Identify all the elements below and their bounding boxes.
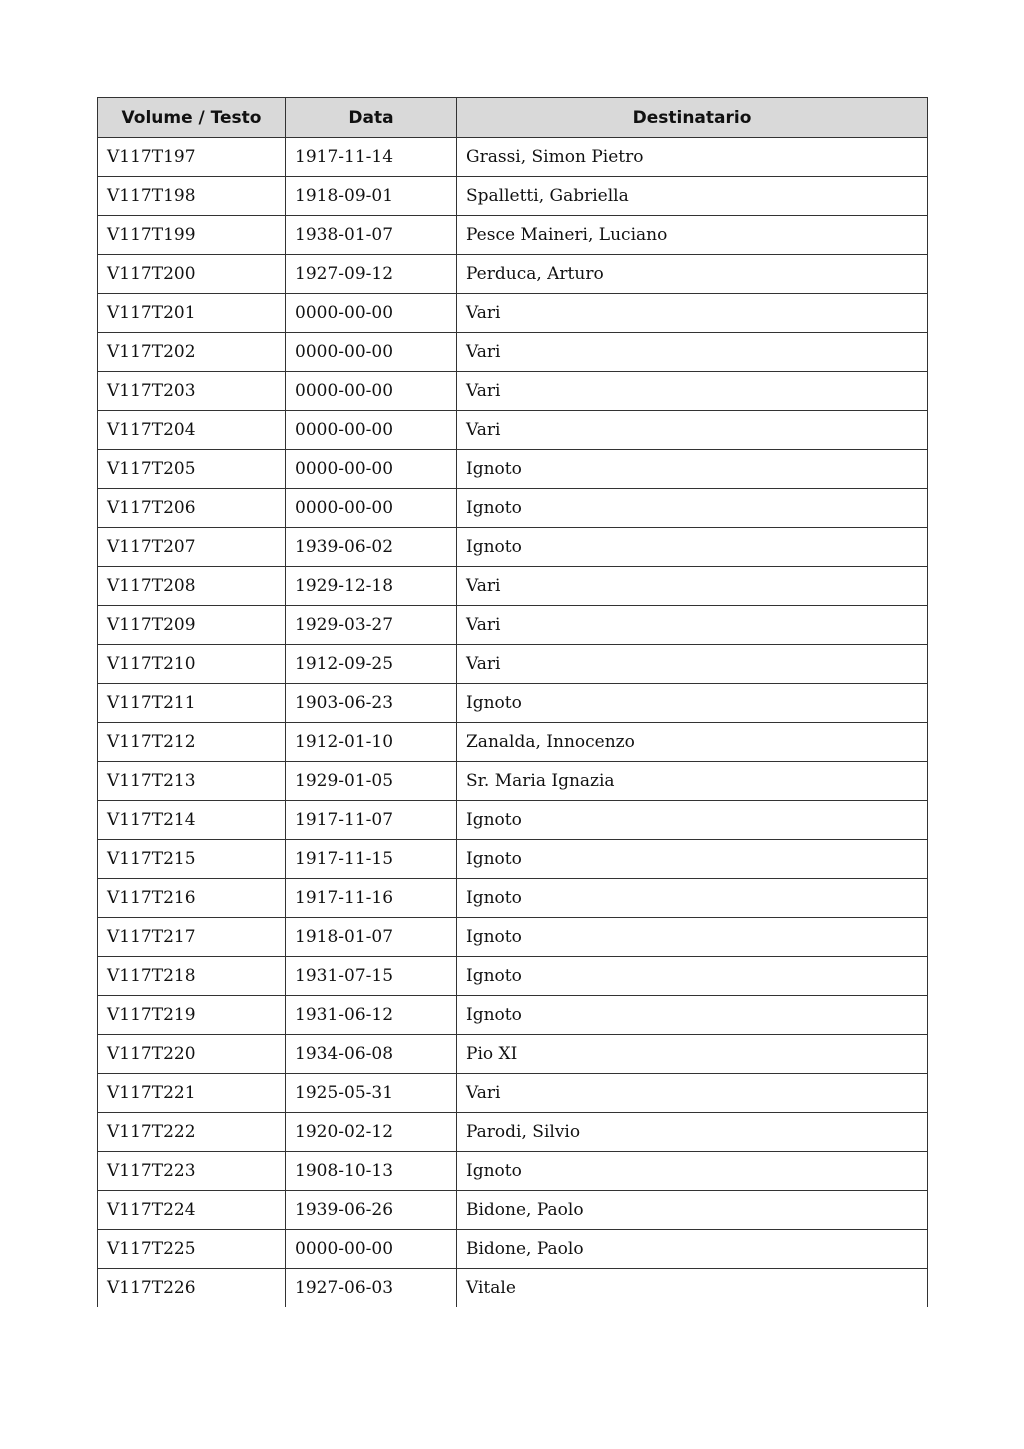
table-row: [98, 762, 928, 801]
table-row: [98, 1113, 928, 1152]
cell-volume-testo: V117T203: [98, 372, 286, 411]
cell-volume-testo: V117T218: [98, 957, 286, 996]
cell-destinatario: Vari: [457, 333, 928, 372]
table-row: [98, 450, 928, 489]
table-row: [98, 294, 928, 333]
table-row: [98, 138, 928, 177]
table-row: [98, 528, 928, 567]
cell-volume-testo: V117T200: [98, 255, 286, 294]
cell-data: 1938-01-07: [286, 216, 457, 255]
cell-volume-testo: V117T201: [98, 294, 286, 333]
cell-volume-testo: V117T202: [98, 333, 286, 372]
cell-data: 1931-06-12: [286, 996, 457, 1035]
cell-destinatario: Sr. Maria Ignazia: [457, 762, 928, 801]
cell-destinatario: Vari: [457, 1074, 928, 1113]
cell-data: 1917-11-15: [286, 840, 457, 879]
table-row: [98, 1152, 928, 1191]
cell-volume-testo: V117T215: [98, 840, 286, 879]
cell-data: 1934-06-08: [286, 1035, 457, 1074]
cell-data: 0000-00-00: [286, 294, 457, 333]
cell-volume-testo: V117T198: [98, 177, 286, 216]
table-row: [98, 606, 928, 645]
cell-destinatario: Grassi, Simon Pietro: [457, 138, 928, 177]
cell-destinatario: Pesce Maineri, Luciano: [457, 216, 928, 255]
cell-volume-testo: V117T223: [98, 1152, 286, 1191]
column-header-volume-testo: Volume / Testo: [98, 98, 286, 138]
cell-volume-testo: V117T220: [98, 1035, 286, 1074]
cell-data: 0000-00-00: [286, 1230, 457, 1269]
table-row: [98, 255, 928, 294]
cell-destinatario: Ignoto: [457, 684, 928, 723]
cell-volume-testo: V117T205: [98, 450, 286, 489]
cell-data: 1939-06-26: [286, 1191, 457, 1230]
cell-destinatario: Ignoto: [457, 450, 928, 489]
table-row: [98, 801, 928, 840]
table-row: [98, 372, 928, 411]
cell-destinatario: Ignoto: [457, 996, 928, 1035]
cell-data: 0000-00-00: [286, 450, 457, 489]
cell-destinatario: Spalletti, Gabriella: [457, 177, 928, 216]
cell-data: 1920-02-12: [286, 1113, 457, 1152]
cell-volume-testo: V117T224: [98, 1191, 286, 1230]
cell-volume-testo: V117T210: [98, 645, 286, 684]
cell-destinatario: Ignoto: [457, 957, 928, 996]
cell-destinatario: Ignoto: [457, 879, 928, 918]
table-row: [98, 333, 928, 372]
cell-data: 1918-01-07: [286, 918, 457, 957]
table-row: [98, 645, 928, 684]
table-row: [98, 684, 928, 723]
cell-volume-testo: V117T208: [98, 567, 286, 606]
cell-volume-testo: V117T217: [98, 918, 286, 957]
cell-destinatario: Zanalda, Innocenzo: [457, 723, 928, 762]
cell-volume-testo: V117T219: [98, 996, 286, 1035]
cell-destinatario: Vari: [457, 411, 928, 450]
cell-data: 0000-00-00: [286, 411, 457, 450]
cell-volume-testo: V117T222: [98, 1113, 286, 1152]
cell-destinatario: Vari: [457, 372, 928, 411]
table-row: [98, 996, 928, 1035]
cell-destinatario: Perduca, Arturo: [457, 255, 928, 294]
table-row: [98, 723, 928, 762]
cell-data: 0000-00-00: [286, 489, 457, 528]
cell-volume-testo: V117T209: [98, 606, 286, 645]
cell-volume-testo: V117T206: [98, 489, 286, 528]
table-header: [98, 98, 928, 138]
cell-data: 0000-00-00: [286, 372, 457, 411]
letters-table: [97, 97, 928, 1307]
cell-volume-testo: V117T207: [98, 528, 286, 567]
cell-destinatario: Ignoto: [457, 489, 928, 528]
cell-data: 1903-06-23: [286, 684, 457, 723]
cell-destinatario: Parodi, Silvio: [457, 1113, 928, 1152]
cell-data: 1912-09-25: [286, 645, 457, 684]
cell-data: 1929-03-27: [286, 606, 457, 645]
cell-data: 1927-06-03: [286, 1269, 457, 1308]
cell-destinatario: Ignoto: [457, 801, 928, 840]
header-row: [98, 98, 928, 138]
table-row: [98, 177, 928, 216]
table-row: [98, 411, 928, 450]
cell-data: 1917-11-07: [286, 801, 457, 840]
table-row: [98, 567, 928, 606]
cell-volume-testo: V117T212: [98, 723, 286, 762]
table-row: [98, 879, 928, 918]
table-row: [98, 216, 928, 255]
cell-data: 1929-01-05: [286, 762, 457, 801]
table-row: [98, 918, 928, 957]
cell-destinatario: Bidone, Paolo: [457, 1191, 928, 1230]
table-row: [98, 957, 928, 996]
cell-data: 1929-12-18: [286, 567, 457, 606]
table-row: [98, 489, 928, 528]
cell-data: 1925-05-31: [286, 1074, 457, 1113]
cell-volume-testo: V117T214: [98, 801, 286, 840]
cell-data: 1931-07-15: [286, 957, 457, 996]
table-row: [98, 1269, 928, 1308]
table-row: [98, 1191, 928, 1230]
cell-volume-testo: V117T211: [98, 684, 286, 723]
column-header-destinatario: Destinatario: [457, 98, 928, 138]
cell-volume-testo: V117T213: [98, 762, 286, 801]
cell-volume-testo: V117T226: [98, 1269, 286, 1308]
cell-data: 1939-06-02: [286, 528, 457, 567]
cell-destinatario: Vari: [457, 606, 928, 645]
cell-volume-testo: V117T221: [98, 1074, 286, 1113]
cell-volume-testo: V117T197: [98, 138, 286, 177]
table-row: [98, 1035, 928, 1074]
cell-destinatario: Ignoto: [457, 528, 928, 567]
cell-destinatario: Pio XI: [457, 1035, 928, 1074]
table-row: [98, 1230, 928, 1269]
cell-destinatario: Ignoto: [457, 1152, 928, 1191]
cell-data: 0000-00-00: [286, 333, 457, 372]
cell-data: 1917-11-16: [286, 879, 457, 918]
cell-data: 1912-01-10: [286, 723, 457, 762]
cell-destinatario: Bidone, Paolo: [457, 1230, 928, 1269]
table-body: [98, 138, 928, 1308]
cell-volume-testo: V117T225: [98, 1230, 286, 1269]
cell-data: 1917-11-14: [286, 138, 457, 177]
cell-destinatario: Ignoto: [457, 840, 928, 879]
cell-volume-testo: V117T199: [98, 216, 286, 255]
cell-volume-testo: V117T204: [98, 411, 286, 450]
cell-destinatario: Vari: [457, 645, 928, 684]
cell-volume-testo: V117T216: [98, 879, 286, 918]
column-header-data: Data: [286, 98, 457, 138]
cell-destinatario: Vari: [457, 294, 928, 333]
table-row: [98, 1074, 928, 1113]
cell-destinatario: Vari: [457, 567, 928, 606]
table-row: [98, 840, 928, 879]
cell-destinatario: Vitale: [457, 1269, 928, 1308]
cell-data: 1918-09-01: [286, 177, 457, 216]
cell-data: 1927-09-12: [286, 255, 457, 294]
cell-data: 1908-10-13: [286, 1152, 457, 1191]
cell-destinatario: Ignoto: [457, 918, 928, 957]
